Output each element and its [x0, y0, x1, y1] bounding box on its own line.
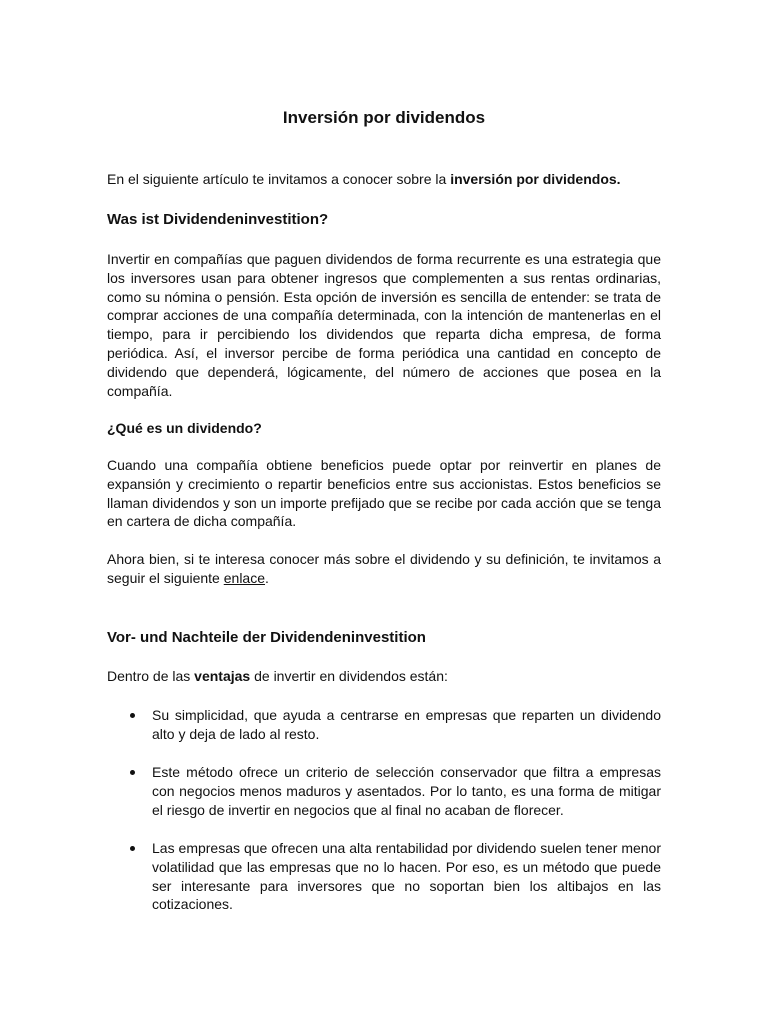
bullet-icon — [107, 763, 152, 819]
section-what-is-paragraph: Invertir en compañías que paguen dividendos de forma recurrente es una estrategia que los inversores usan para obtener ingresos que complementen a sus rentas ordinarias, como su nómina o pensión. Esta opción de inversión es sencilla de entender: se trata de comprar acciones de una compañía determinada, con la intención de mantenerlas en el tiempo, para ir percibiendo los dividendos que reparta dicha empresa, de forma periódica. Así, el inversor percibe de forma periódica una cantidad en concepto de dividendo que dependerá, lógicamente, del número de acciones que posea en la compañía. — [107, 251, 661, 399]
pros-intro-bold: ventajas — [194, 668, 251, 684]
list-item-text: Su simplicidad, que ayuda a centrarse en empresas que reparten un dividendo alto y deja de lado al resto. — [152, 707, 661, 742]
pros-intro-before: Dentro de las — [107, 668, 195, 684]
link-paragraph-text: Ahora bien, si te interesa conocer más sobre el dividendo y su definición, te invitamos a seguir el siguiente — [107, 551, 661, 586]
list-item — [107, 706, 661, 744]
enlace-link[interactable]: enlace — [223, 569, 266, 586]
section-dividend-paragraph: Cuando una compañía obtiene beneficios puede optar por reinvertir en planes de expansión y crecimiento o repartir beneficios entre sus accionistas. Estos beneficios se llaman dividendos y son un importe prefijado que se recibe por cada acción que se tenga en cartera de dicha compañía. — [107, 457, 661, 530]
list-item — [107, 763, 661, 819]
section-heading-pros-cons: Vor- und Nachteile der Dividendeninvestition — [107, 629, 426, 646]
list-item-text: Este método ofrece un criterio de selección conservador que filtra a empresas con negocios menos maduros y asentados. Por lo tanto, es una forma de mitigar el riesgo de invertir en negocios que al final no acaban de florecer. — [152, 764, 661, 818]
document-title: Inversión por dividendos — [282, 108, 486, 127]
pros-intro-after: de invertir en dividendos están: — [250, 668, 448, 684]
list-item — [107, 839, 661, 914]
section-dividend-link-paragraph — [107, 550, 661, 588]
bullet-icon — [107, 706, 152, 744]
intro-text: En el siguiente artículo te invitamos a conocer sobre la — [107, 171, 451, 187]
list-item-text: Las empresas que ofrecen una alta rentabilidad por dividendo suelen tener menor volatilidad que las empresas que no lo hacen. Por eso, es un método que puede ser interesante para inversores que no soportan bien los altibajos en las cotizaciones. — [152, 840, 661, 913]
intro-paragraph — [107, 170, 661, 189]
section-heading-dividend: ¿Qué es un dividendo? — [107, 420, 262, 436]
bullet-icon — [107, 839, 152, 914]
section-heading-what-is: Was ist Dividendeninvestition? — [107, 211, 329, 228]
intro-bold-text: inversión por dividendos. — [450, 171, 621, 187]
section-pros-cons-intro — [107, 667, 661, 686]
link-paragraph-end: . — [265, 569, 269, 586]
